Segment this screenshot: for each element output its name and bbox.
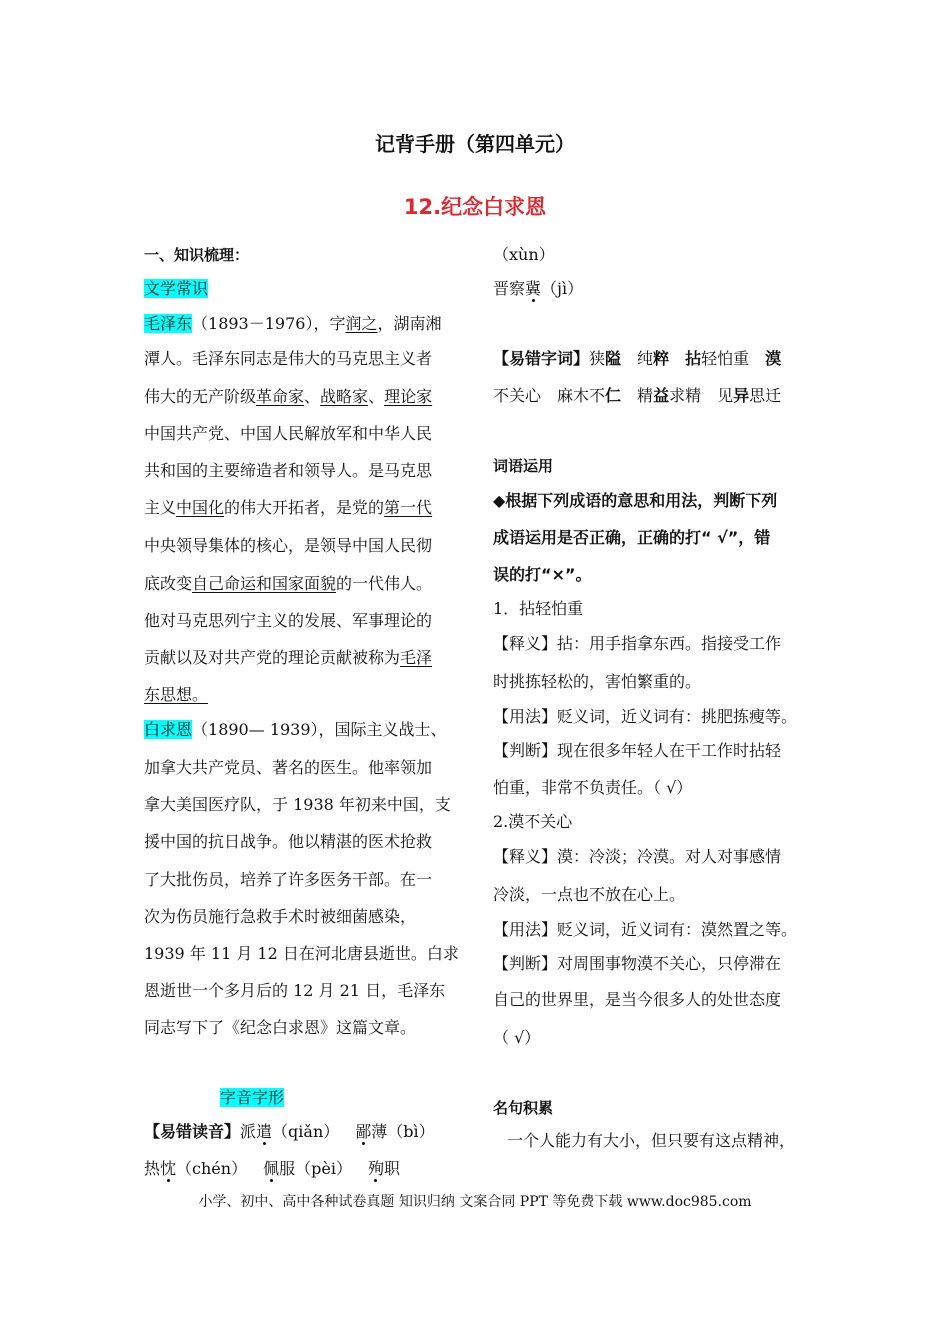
bai-line-9: 同志写下了《纪念白求恩》这篇文章。 — [144, 1018, 417, 1037]
item2-judge-1: 【判断】对周围事物漠不关心，只停滞在 — [493, 954, 782, 973]
item2-meaning-2: 冷淡，一点也不放在心上。 — [493, 885, 686, 904]
bai-line-8: 恩逝世一个多月后的 12 月 21 日，毛泽东 — [144, 981, 446, 1000]
mao-text: 底改变 — [144, 574, 193, 593]
err-char: 益 — [653, 386, 670, 405]
mao-line-9: 他对马克思列宁主义的发展、军事理论的 — [144, 611, 433, 630]
read-word: 晋察 — [493, 279, 526, 298]
section-heading: 一、知识梳理： — [144, 246, 250, 264]
item1-judge-1: 【判断】现在很多年轻人在干工作时拈轻 — [493, 741, 782, 760]
item1-meaning-2: 时挑拣轻松的，害怕繁重的。 — [493, 672, 702, 691]
mao-text: 的一代伟人。 — [336, 574, 433, 593]
read-char: 遣 — [256, 1122, 273, 1141]
mao-text: 的伟大开拓者，是党的 — [224, 498, 385, 517]
question-line-1: ◆根据下列成语的意思和用法，判断下列 — [493, 491, 778, 510]
bai-line-3: 拿大美国医疗队，于 1938 年初来中国，支 — [144, 795, 451, 814]
mao-line-2: 潭人。毛泽东同志是伟大的马克思主义者 — [144, 349, 433, 368]
mao-text: ，湖南湘 — [377, 314, 442, 333]
term-first-generation: 第一代 — [384, 498, 433, 517]
error-words-line-1 — [493, 347, 781, 371]
error-words-line-2 — [493, 384, 781, 408]
mao-line-4: 中国共产党、中国人民解放军和中华人民 — [144, 424, 433, 443]
item2-meaning-1: 【释义】漠：冷淡；冷漠。对人对事感情 — [493, 847, 782, 866]
quote-line-1: 一个人能力有大小，但只要有这点精神， — [507, 1131, 796, 1150]
err-word: 纯 — [637, 349, 654, 368]
read-word: 热 — [144, 1159, 161, 1178]
read-pinyin: （pèi） — [295, 1159, 352, 1178]
err-word: 不关心 — [493, 386, 542, 405]
bai-line-6: 次为伤员施行急救手术时被细菌感染， — [144, 907, 417, 926]
read-word: 服 — [279, 1159, 296, 1178]
zi-label: 字音字形 — [220, 1088, 285, 1107]
read-word: 职 — [383, 1159, 400, 1178]
mao-line-8 — [144, 572, 432, 596]
term-theorist: 理论家 — [384, 387, 433, 406]
bai-text: （1890— 1939），国际主义战士、 — [192, 720, 447, 739]
term-sinicization: 中国化 — [176, 498, 225, 517]
item2-usage: 【用法】贬义词，近义词有：漠然置之等。 — [493, 920, 798, 939]
read-char: 佩 — [263, 1159, 280, 1178]
read-pinyin: （chén） — [176, 1159, 248, 1178]
bai-line-2: 加拿大共产党员、著名的医生。他率领加 — [144, 758, 433, 777]
err-word: 求精 — [669, 386, 702, 405]
err-char: 隘 — [605, 349, 622, 368]
read-char: 殉 — [367, 1159, 384, 1178]
item1-title: 1．拈轻怕重 — [493, 599, 584, 618]
mao-line-6 — [144, 496, 432, 520]
err-word: 思迁 — [749, 386, 782, 405]
mao-line-3 — [144, 385, 432, 409]
term-revolutionary: 革命家 — [256, 387, 305, 406]
term-strategist: 战略家 — [320, 387, 369, 406]
reading-line-1 — [144, 1120, 435, 1144]
read-char: 冀 — [525, 279, 542, 298]
err-word: 见 — [717, 386, 734, 405]
question-line-2: 成语运用是否正确，正确的打“ √”，错 — [493, 528, 771, 547]
err-char: 粹 — [653, 349, 670, 368]
mao-text: 、 — [304, 387, 321, 406]
lit-label-line — [144, 277, 208, 301]
err-char: 漠 — [765, 349, 782, 368]
term-mao-thought-end: 东思想。 — [144, 685, 209, 704]
quote-title: 名句积累 — [493, 1099, 554, 1117]
bai-line-7: 1939 年 11 月 12 日在河北唐县逝世。白求 — [144, 944, 459, 963]
item2-title: 2.漠不关心 — [493, 812, 573, 831]
mao-text: 贡献以及对共产党的理论贡献被称为 — [144, 648, 401, 667]
mao-name: 毛泽东 — [144, 314, 193, 333]
question-line-3: 误的打“×”。 — [493, 565, 592, 584]
err-char: 异 — [733, 386, 750, 405]
read-word: 派 — [240, 1122, 257, 1141]
bai-line-1 — [144, 718, 447, 742]
item2-judge-3: （ √） — [493, 1028, 541, 1047]
read-pinyin: （qiǎn） — [272, 1122, 340, 1141]
pinyin-xun: （xùn） — [493, 245, 555, 264]
err-word: 麻木不 — [557, 386, 606, 405]
term-destiny: 自己命运和国家面貌 — [192, 574, 337, 593]
mao-line-1 — [144, 312, 442, 336]
reading-jinchaji — [493, 277, 583, 301]
mao-text: 主义 — [144, 498, 177, 517]
item2-judge-2: 自己的世界里，是当今很多人的处世态度 — [493, 990, 782, 1009]
mao-text: 、 — [368, 387, 385, 406]
err-char: 仁 — [605, 386, 622, 405]
mao-line-5: 共和国的主要缔造者和领导人。是马克思 — [144, 461, 433, 480]
lit-label: 文学常识 — [144, 279, 209, 298]
reading-line-2 — [144, 1157, 400, 1181]
footer-text: 小学、初中、高中各种试卷真题 知识归纳 文案合同 PPT 等免费下载 www.doc985.com — [198, 1194, 752, 1210]
read-char: 忱 — [160, 1159, 177, 1178]
bai-line-5: 了大批伤员，培养了许多医务干部。在一 — [144, 870, 433, 889]
mao-text: 伟大的无产阶级 — [144, 387, 257, 406]
bai-line-4: 援中国的抗日战争。他以精湛的医术抢救 — [144, 832, 433, 851]
item1-usage: 【用法】贬义词，近义词有：挑肥拣瘦等。 — [493, 707, 798, 726]
err-char: 拈 — [685, 349, 702, 368]
read-pinyin: （jì） — [541, 279, 584, 298]
mao-line-10 — [144, 646, 432, 670]
item1-meaning-1: 【释义】拈：用手指拿东西。指接受工作 — [493, 634, 782, 653]
mao-line-11 — [144, 683, 208, 707]
read-char: 鄙 — [355, 1122, 372, 1141]
error-label: 【易错字词】 — [493, 349, 590, 368]
err-word: 轻怕重 — [701, 349, 750, 368]
bai-name: 白求恩 — [144, 720, 193, 739]
mao-line-7: 中央领导集体的核心，是领导中国人民彻 — [144, 536, 433, 555]
zi-label-line — [220, 1086, 284, 1110]
mao-zi: 润之 — [345, 314, 378, 333]
lesson-title: 12.纪念白求恩 — [403, 195, 547, 219]
err-word: 狭 — [589, 349, 606, 368]
err-word: 精 — [637, 386, 654, 405]
read-label: 【易错读音】 — [144, 1122, 241, 1141]
page-title: 记背手册（第四单元） — [375, 132, 575, 156]
item1-judge-2: 怕重，非常不负责任。（ √） — [493, 778, 693, 797]
mao-text: （1893－1976），字 — [192, 314, 346, 333]
read-word: 薄 — [371, 1122, 388, 1141]
read-pinyin: （bì） — [387, 1122, 435, 1141]
term-mao-thought: 毛泽 — [400, 648, 433, 667]
usage-title: 词语运用 — [493, 457, 554, 475]
